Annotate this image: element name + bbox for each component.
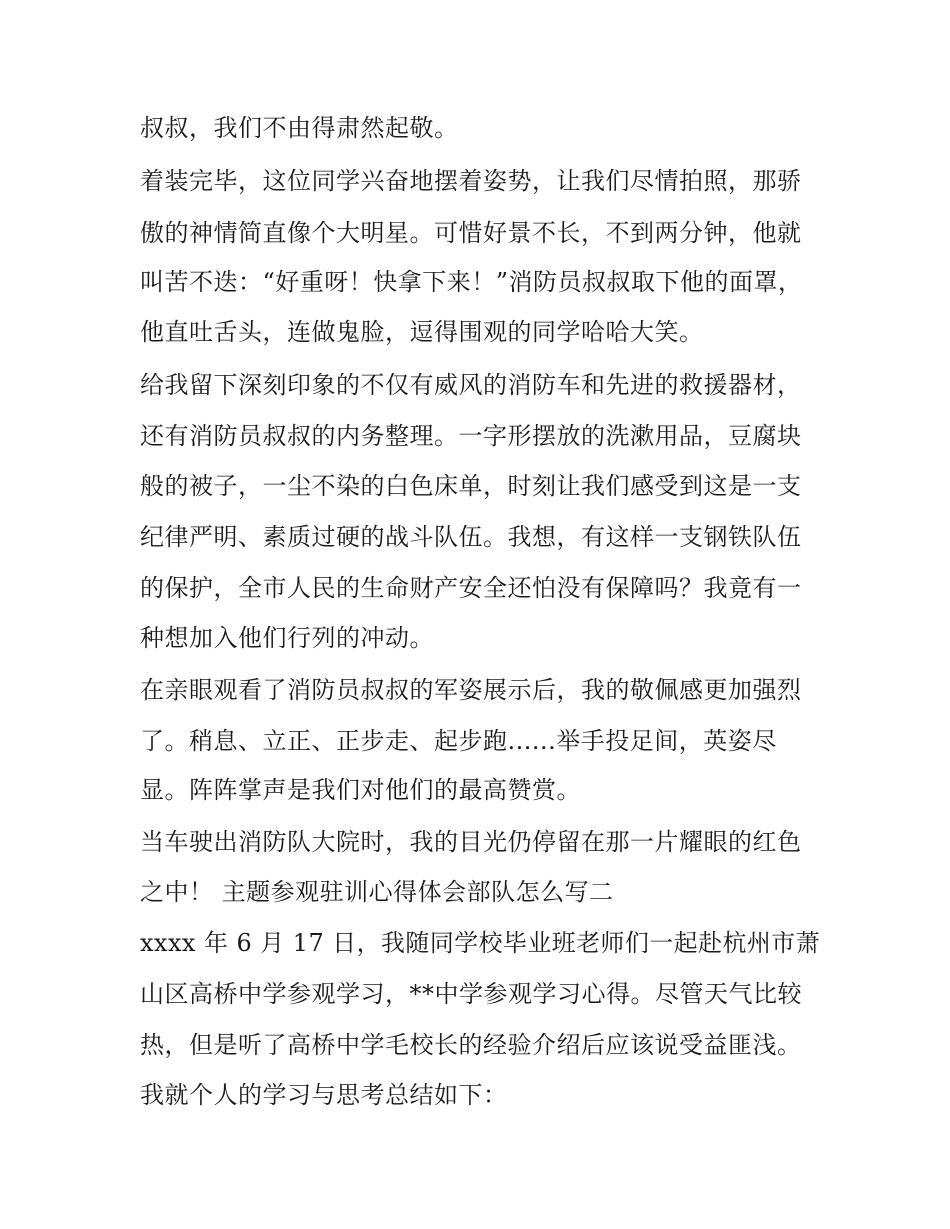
text-line: 给我留下深刻印象的不仅有威风的消防车和先进的救援器材，	[140, 371, 802, 399]
text-line: 了。稍息、立正、正步走、起步跑......举手投足间，英姿尽	[140, 727, 777, 755]
text-line: 傲的神情简直像个大明星。可惜好景不长，不到两分钟，他就	[140, 219, 802, 247]
text-line: 纪律严明、素质过硬的战斗队伍。我想，有这样一支钢铁队伍	[140, 523, 802, 551]
text-line: 山区高桥中学参观学习，**中学参观学习心得。尽管天气比较	[140, 980, 802, 1008]
text-line: 在亲眼观看了消防员叔叔的军姿展示后，我的敬佩感更加强烈	[140, 676, 802, 704]
text-line: 我就个人的学习与思考总结如下：	[140, 1081, 508, 1109]
text-line: 他直吐舌头，连做鬼脸，逗得围观的同学哈哈大笑。	[140, 318, 704, 346]
text-line: 的保护，全市人民的生命财产安全还怕没有保障吗？我竟有一	[140, 574, 802, 602]
text-line: 当车驶出消防队大院时，我的目光仍停留在那一片耀眼的红色	[140, 828, 802, 856]
text-line: 显。阵阵掌声是我们对他们的最高赞赏。	[140, 776, 581, 804]
text-line: 还有消防员叔叔的内务整理。一字形摆放的洗漱用品，豆腐块	[140, 422, 802, 450]
text-line: 着装完毕，这位同学兴奋地摆着姿势，让我们尽情拍照，那骄	[140, 167, 802, 195]
text-line: 叔叔，我们不由得肃然起敬。	[140, 114, 459, 142]
text-line: 热，但是听了高桥中学毛校长的经验介绍后应该说受益匪浅。	[140, 1031, 802, 1059]
text-line: xxxx 年 6 月 17 日，我随同学校毕业班老师们一起赴杭州市萧	[140, 929, 821, 957]
text-line: 般的被子，一尘不染的白色床单，时刻让我们感受到这是一支	[140, 472, 802, 500]
text-line: 之中！ 主题参观驻训心得体会部队怎么写二	[140, 878, 614, 906]
text-line: 种想加入他们行列的冲动。	[140, 624, 434, 652]
text-line: 叫苦不迭：“好重呀！快拿下来！”消防员叔叔取下他的面罩，	[140, 268, 803, 296]
